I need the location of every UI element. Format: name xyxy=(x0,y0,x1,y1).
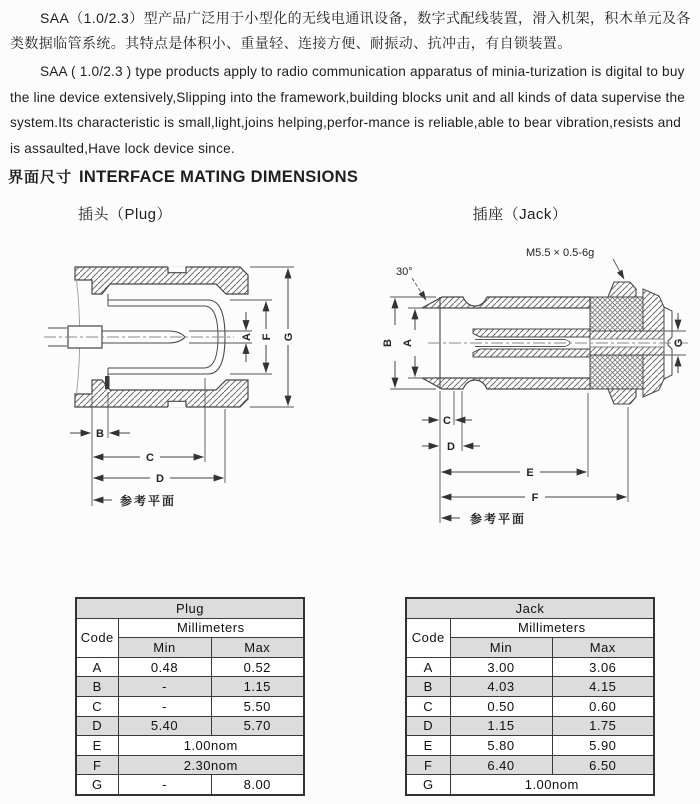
min-cell: 1.15 xyxy=(450,716,552,736)
code-header: Code xyxy=(76,618,118,657)
max-cell: 0.60 xyxy=(552,696,654,716)
jack-dimension-table xyxy=(405,597,655,796)
jack-dim-label-a: A xyxy=(402,339,414,347)
code-cell: G xyxy=(76,775,118,795)
jack-insulator-bottom xyxy=(590,355,643,389)
jack-insulator-top xyxy=(590,297,643,331)
code-cell: A xyxy=(76,657,118,677)
max-header: Max xyxy=(211,638,304,658)
intro-paragraph-english: SAA ( 1.0/2.3 ) type products apply to radio communication apparatus of minia-turization is digital to buy the line device extensively,Slipping into the framework,building blocks unit and all kinds of data supervise the system.Its characteristic is small,light,joins helping,perfor-mance is reliable,able to bear vibration,resists and is assaulted,Have lock device since. xyxy=(10,64,686,156)
table-row xyxy=(406,755,654,775)
table-row xyxy=(76,696,304,716)
plug-dim-label-g: G xyxy=(283,332,295,342)
table-row xyxy=(76,736,304,756)
code-header: Code xyxy=(406,618,450,657)
jack-figure-label: 插座（Jack） xyxy=(472,206,568,223)
max-cell: 0.52 xyxy=(211,657,304,677)
min-cell: 3.00 xyxy=(450,657,552,677)
code-cell: C xyxy=(76,696,118,716)
table-row xyxy=(406,618,654,638)
jack-dim-label-c: C xyxy=(443,415,451,427)
value-cell: 1.00nom xyxy=(118,736,304,756)
min-cell: 4.03 xyxy=(450,677,552,697)
jack-dim-label-f: F xyxy=(531,492,539,504)
max-header: Max xyxy=(552,638,654,658)
jack-thread-flange-bottom xyxy=(608,389,636,404)
min-cell: 6.40 xyxy=(450,755,552,775)
min-header: Min xyxy=(450,638,552,658)
min-header: Min xyxy=(118,638,211,658)
intro-paragraph-chinese: SAA（1.0/2.3）型产品广泛用于小型化的无线电通讯设备，数字式配线装置，滑入机架，积木单元及各类数据临管系统。其特点是体积小、重量轻、连接方便、耐振动、抗冲击，有自锁装置。 xyxy=(10,10,691,51)
code-cell: B xyxy=(76,677,118,697)
table-row xyxy=(76,618,304,638)
table-row xyxy=(406,677,654,697)
jack-reference-plane-label: 参考平面 xyxy=(470,512,527,526)
max-cell: 1.75 xyxy=(552,716,654,736)
value-cell: 1.00nom xyxy=(450,775,654,795)
plug-dim-label-a: A xyxy=(241,333,253,341)
table-title: Jack xyxy=(406,598,654,618)
plug-shell-top-wall xyxy=(75,267,248,294)
plug-cross-section-drawing xyxy=(20,230,330,530)
min-cell: 0.50 xyxy=(450,696,552,716)
jack-socket-bar-top xyxy=(473,329,590,337)
table-row xyxy=(76,598,304,618)
jack-dim-label-e: E xyxy=(526,467,534,479)
max-cell: 4.15 xyxy=(552,677,654,697)
table-row xyxy=(406,736,654,756)
jack-dim-label-d: D xyxy=(447,441,455,453)
table-row xyxy=(406,657,654,677)
code-cell: G xyxy=(406,775,450,795)
table-row xyxy=(76,677,304,697)
table-row xyxy=(406,598,654,618)
min-cell: - xyxy=(118,677,211,697)
max-cell: 6.50 xyxy=(552,755,654,775)
plug-contact-tab xyxy=(105,376,110,389)
code-cell: B xyxy=(406,677,450,697)
min-cell: - xyxy=(118,775,211,795)
code-cell: F xyxy=(406,755,450,775)
jack-shell-top-wall xyxy=(422,297,590,308)
jack-dim-label-b: B xyxy=(382,339,394,347)
code-cell: F xyxy=(76,755,118,775)
code-cell: E xyxy=(76,736,118,756)
plug-shell-bottom-wall xyxy=(75,380,248,407)
max-cell: 5.90 xyxy=(552,736,654,756)
table-row xyxy=(76,716,304,736)
jack-rear-body-bottom xyxy=(643,355,664,397)
table-row xyxy=(406,716,654,736)
unit-header: Millimeters xyxy=(450,618,654,638)
jack-rear-body-top xyxy=(643,289,664,331)
code-cell: D xyxy=(406,716,450,736)
table-row xyxy=(76,775,304,795)
table-title: Plug xyxy=(76,598,304,618)
min-cell: 5.40 xyxy=(118,716,211,736)
code-cell: C xyxy=(406,696,450,716)
code-cell: A xyxy=(406,657,450,677)
unit-header: Millimeters xyxy=(118,618,304,638)
max-cell: 1.15 xyxy=(211,677,304,697)
code-cell: D xyxy=(76,716,118,736)
jack-thread-flange-top xyxy=(608,282,636,297)
jack-socket-bar-bottom xyxy=(473,349,590,357)
max-cell: 5.70 xyxy=(211,716,304,736)
min-cell: - xyxy=(118,696,211,716)
jack-shell-bottom-wall xyxy=(422,378,590,389)
table-row xyxy=(406,775,654,795)
plug-dim-label-c: C xyxy=(146,452,154,464)
max-cell: 5.50 xyxy=(211,696,304,716)
table-row xyxy=(76,657,304,677)
min-cell: 0.48 xyxy=(118,657,211,677)
max-cell: 8.00 xyxy=(211,775,304,795)
plug-dim-label-b: B xyxy=(96,428,104,440)
section-heading xyxy=(8,166,358,187)
plug-figure-label: 插头（Plug） xyxy=(77,206,173,223)
plug-dim-label-d: D xyxy=(156,473,164,485)
plug-reference-plane-label: 参考平面 xyxy=(120,494,177,508)
plug-dim-label-f: F xyxy=(261,333,273,341)
jack-angle-note: 30° xyxy=(396,266,413,278)
jack-cross-section-drawing xyxy=(370,225,700,530)
jack-thread-note: M5.5 × 0.5-6g xyxy=(526,247,595,259)
table-row xyxy=(76,755,304,775)
code-cell: E xyxy=(406,736,450,756)
section-heading-cn: 界面尺寸 xyxy=(8,169,73,186)
value-cell: 2.30nom xyxy=(118,755,304,775)
section-heading-en: INTERFACE MATING DIMENSIONS xyxy=(79,168,359,186)
jack-dim-label-g: G xyxy=(673,338,685,348)
max-cell: 3.06 xyxy=(552,657,654,677)
table-row xyxy=(406,696,654,716)
min-cell: 5.80 xyxy=(450,736,552,756)
plug-dimension-table xyxy=(75,597,305,796)
